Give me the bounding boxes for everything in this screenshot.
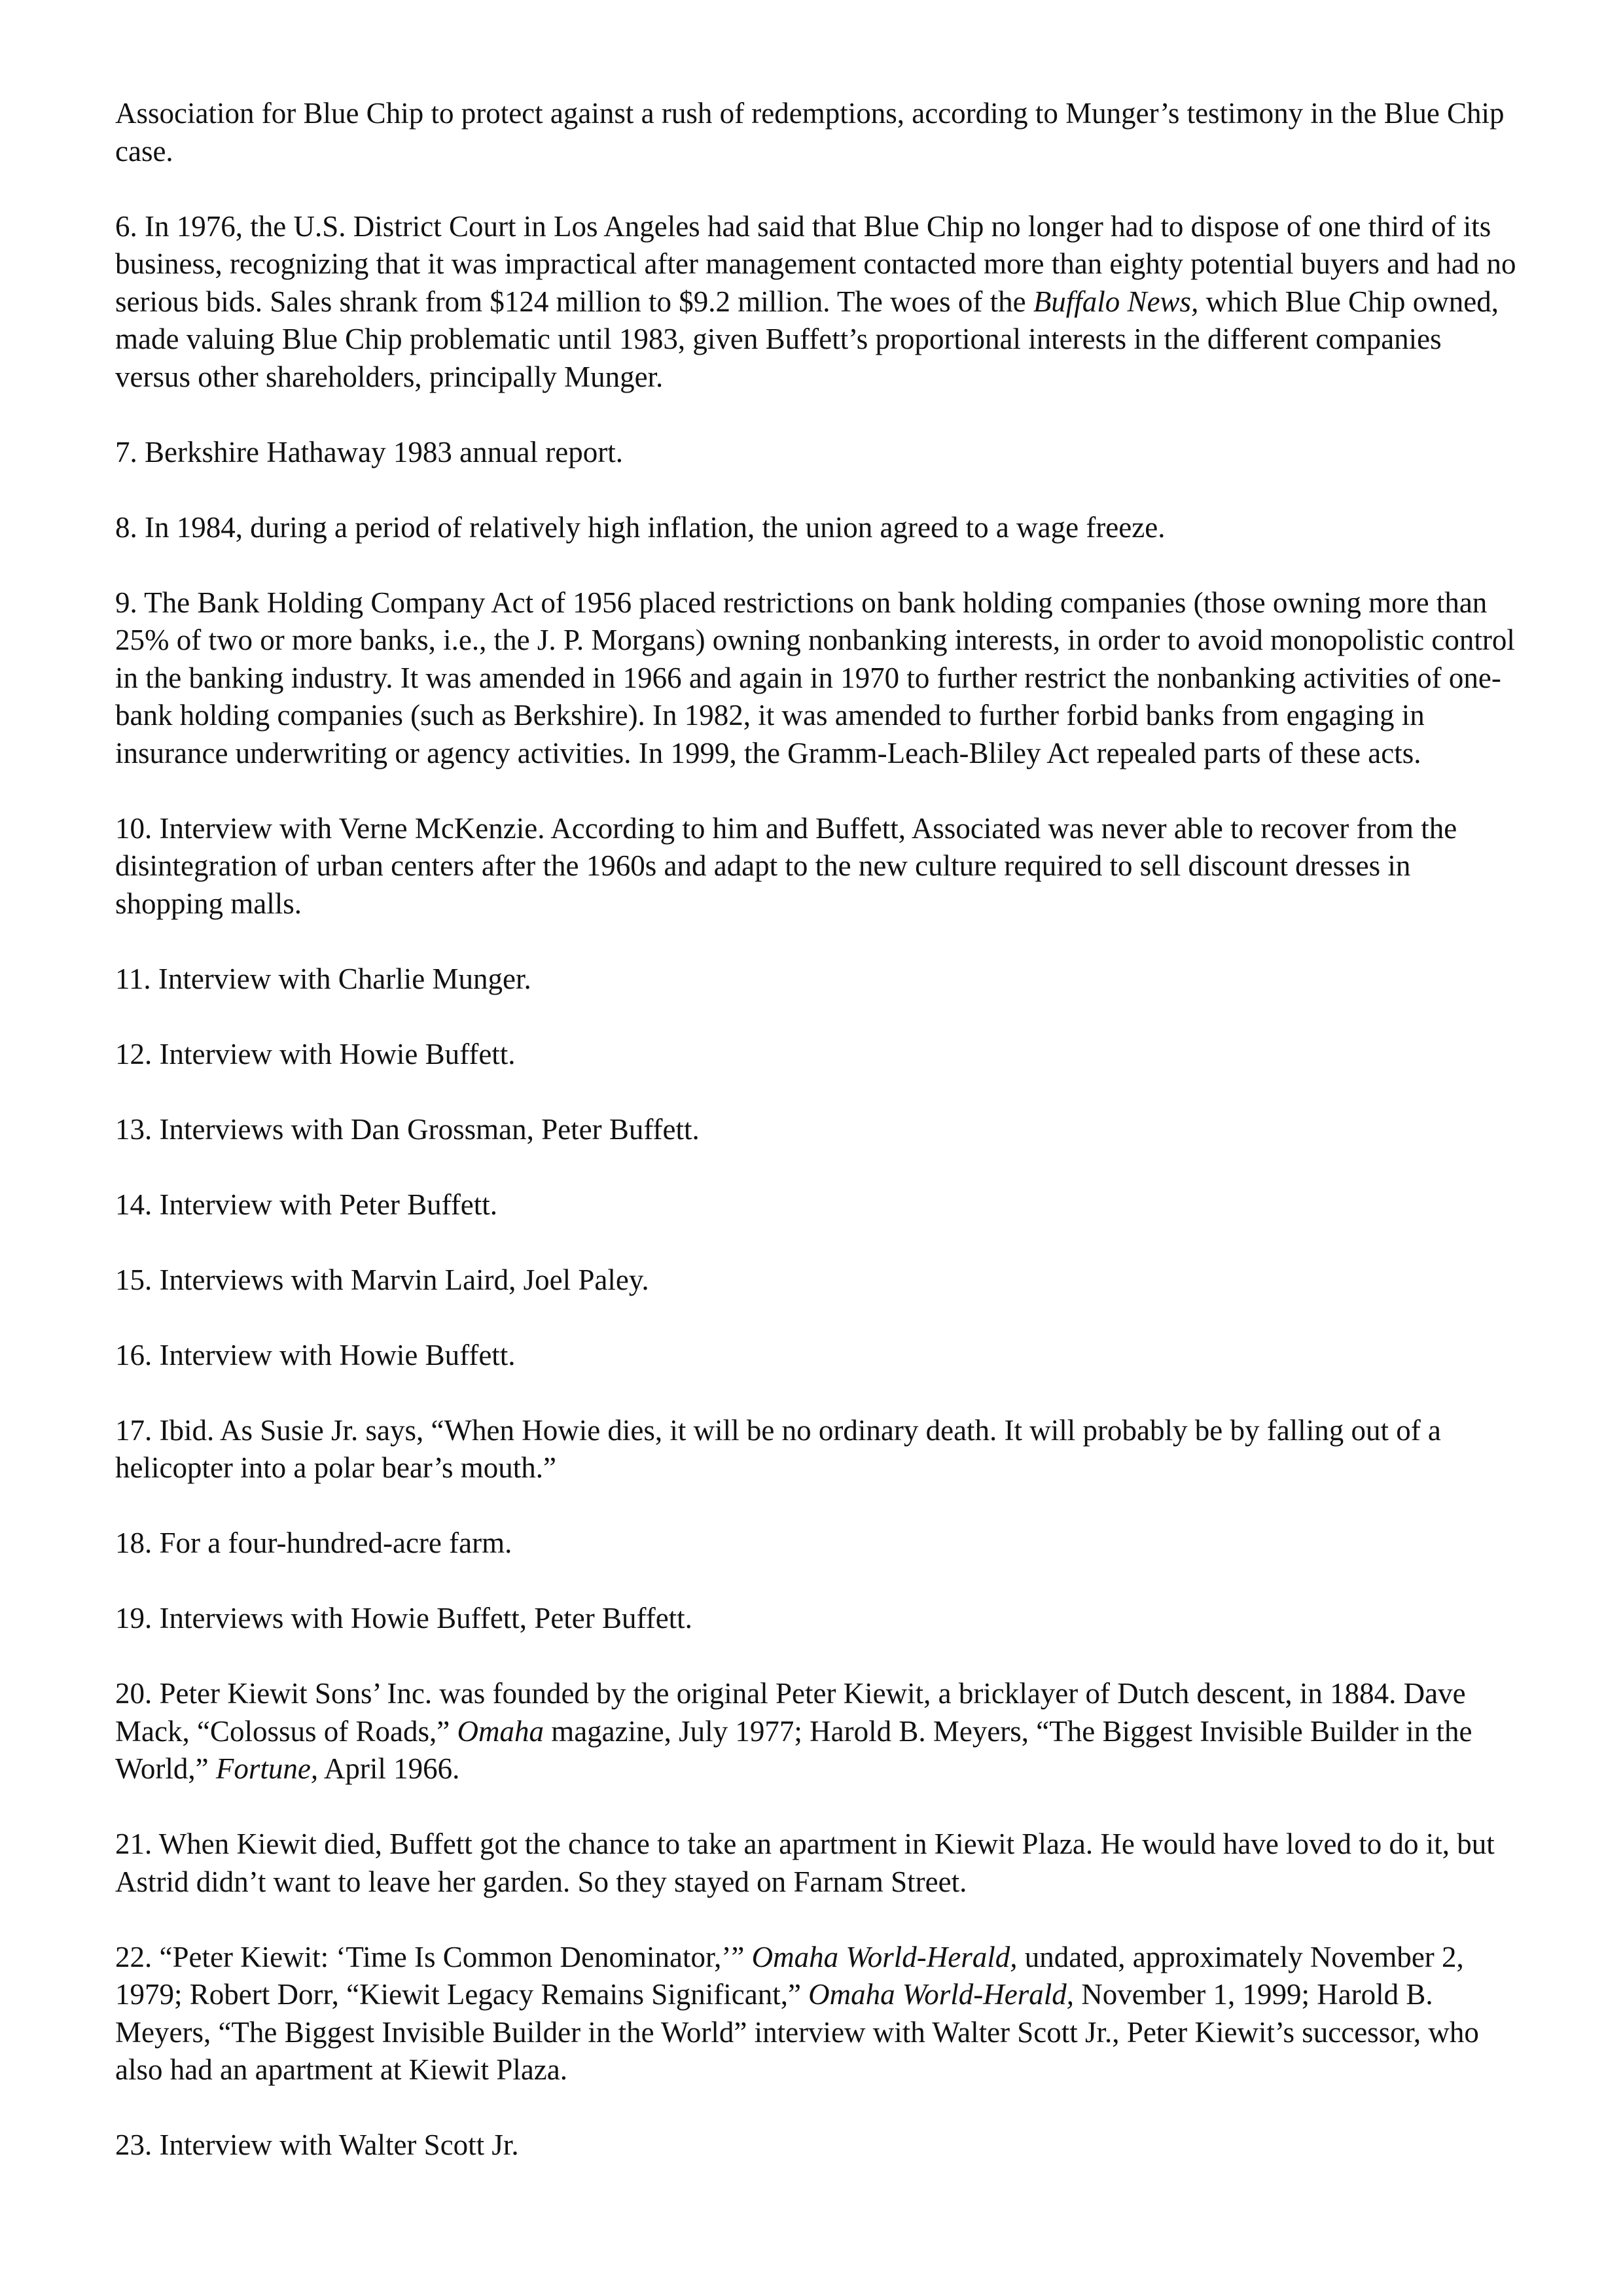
endnote-text: 9. The Bank Holding Company Act of 1956 placed restrictions on bank holding companies (those owning more than 25% of two or more banks, i.e., the J. P. Morgans) owning nonbanking interests, in order to avoid monopolistic control in the banking industry. It was amended in 1966 and again in 1970 to further restrict the nonbanking activities of one-bank holding companies (such as Berkshire). In 1982, it was amended to further forbid banks from engaging in insurance underwriting or agency activities. In 1999, the Gramm-Leach-Bliley Act repealed parts of these acts. [115,586,1515,769]
endnote [115,509,1522,547]
italic-citation: Fortune, [215,1752,319,1785]
endnote-text: 16. Interview with Howie Buffett. [115,1338,516,1371]
endnote-text: 21. When Kiewit died, Buffett got the chance to take an apartment in Kiewit Plaza. He would have loved to do it, but Astrid didn’t want to leave her garden. So they stayed on Farnam Street. [115,1828,1495,1898]
endnote [115,1262,1522,1299]
endnote [115,1111,1522,1149]
endnote-text: 7. Berkshire Hathaway 1983 annual report. [115,435,624,468]
endnote [115,1525,1522,1563]
endnote-text: November 1, 1999; Harold B. Meyers, “The Biggest Invisible Builder in the World” interview with Walter Scott Jr., Peter Kiewit’s successor, who also had an apartment at Kiewit Plaza. [115,1978,1479,2086]
endnote-text: magazine, July 1977; Harold B. Meyers, “The Biggest Invisible Builder in the World,” [115,1714,1472,1785]
endnote-text: 20. Peter Kiewit Sons’ Inc. was founded by the original Peter Kiewit, a bricklayer of Dutch descent, in 1884. Dave Mack, “Colossus of Roads,” [115,1677,1466,1748]
italic-citation: Omaha World-Herald, [751,1940,1018,1973]
endnote [115,1412,1522,1487]
endnote-text: 12. Interview with Howie Buffett. [115,1037,516,1070]
endnote [115,1036,1522,1074]
endnote [115,1186,1522,1224]
endnote [115,208,1522,397]
endnote-text: 23. Interview with Walter Scott Jr. [115,2128,519,2161]
endnote [115,961,1522,998]
endnote [115,1337,1522,1375]
italic-citation: Buffalo News, [1033,285,1199,318]
endnote [115,2127,1522,2164]
endnotes-page [115,95,1522,2202]
endnote-text: 19. Interviews with Howie Buffett, Peter Buffett. [115,1602,692,1634]
endnote [115,584,1522,773]
endnote [115,1675,1522,1788]
endnote-text: undated, approximately November 2, 1979; Robert Dorr, “Kiewit Legacy Remains Significant,” [115,1940,1464,2011]
endnote-text: 17. Ibid. As Susie Jr. says, “When Howie dies, it will be no ordinary death. It will probably be by falling out of a helicopter into a polar bear’s mouth.” [115,1413,1441,1484]
endnote-text: 11. Interview with Charlie Munger. [115,962,531,995]
endnote [115,1826,1522,1901]
endnote-text: April 1966. [318,1752,460,1785]
endnote-text: 14. Interview with Peter Buffett. [115,1188,498,1221]
italic-citation: Omaha [457,1714,544,1748]
endnote-text: Association for Blue Chip to protect against a rush of redemptions, according to Munger’s testimony in the Blue Chip case. [115,97,1505,168]
endnote-text: 22. “Peter Kiewit: ‘Time Is Common Denominator,’” [115,1940,752,1973]
endnote [115,810,1522,923]
endnote-text: 10. Interview with Verne McKenzie. According to him and Buffett, Associated was never able to recover from the disintegration of urban centers after the 1960s and adapt to the new culture required to sell discount dresses in shopping malls. [115,811,1457,920]
endnote [115,434,1522,472]
endnote-text: 18. For a four-hundred-acre farm. [115,1527,512,1559]
endnote-text: 8. In 1984, during a period of relatively high inflation, the union agreed to a wage freeze. [115,510,1166,544]
endnote [115,1600,1522,1638]
endnote-text: 6. In 1976, the U.S. District Court in Los Angeles had said that Blue Chip no longer had to dispose of one third of its business, recognizing that it was impractical after management contacted more than eighty potential buyers and had no serious bids. Sales shrank from $124 million to $9.2 million. The woes of the [115,209,1516,318]
endnote-text: which Blue Chip owned, made valuing Blue Chip problematic until 1983, given Buffett’s proportional interests in the different companies versus other shareholders, principally Munger. [115,285,1499,393]
endnote-text: 15. Interviews with Marvin Laird, Joel Paley. [115,1263,649,1296]
endnote [115,1939,1522,2089]
endnote [115,95,1522,170]
italic-citation: Omaha World-Herald, [808,1978,1075,2011]
endnote-text: 13. Interviews with Dan Grossman, Peter Buffett. [115,1112,700,1146]
